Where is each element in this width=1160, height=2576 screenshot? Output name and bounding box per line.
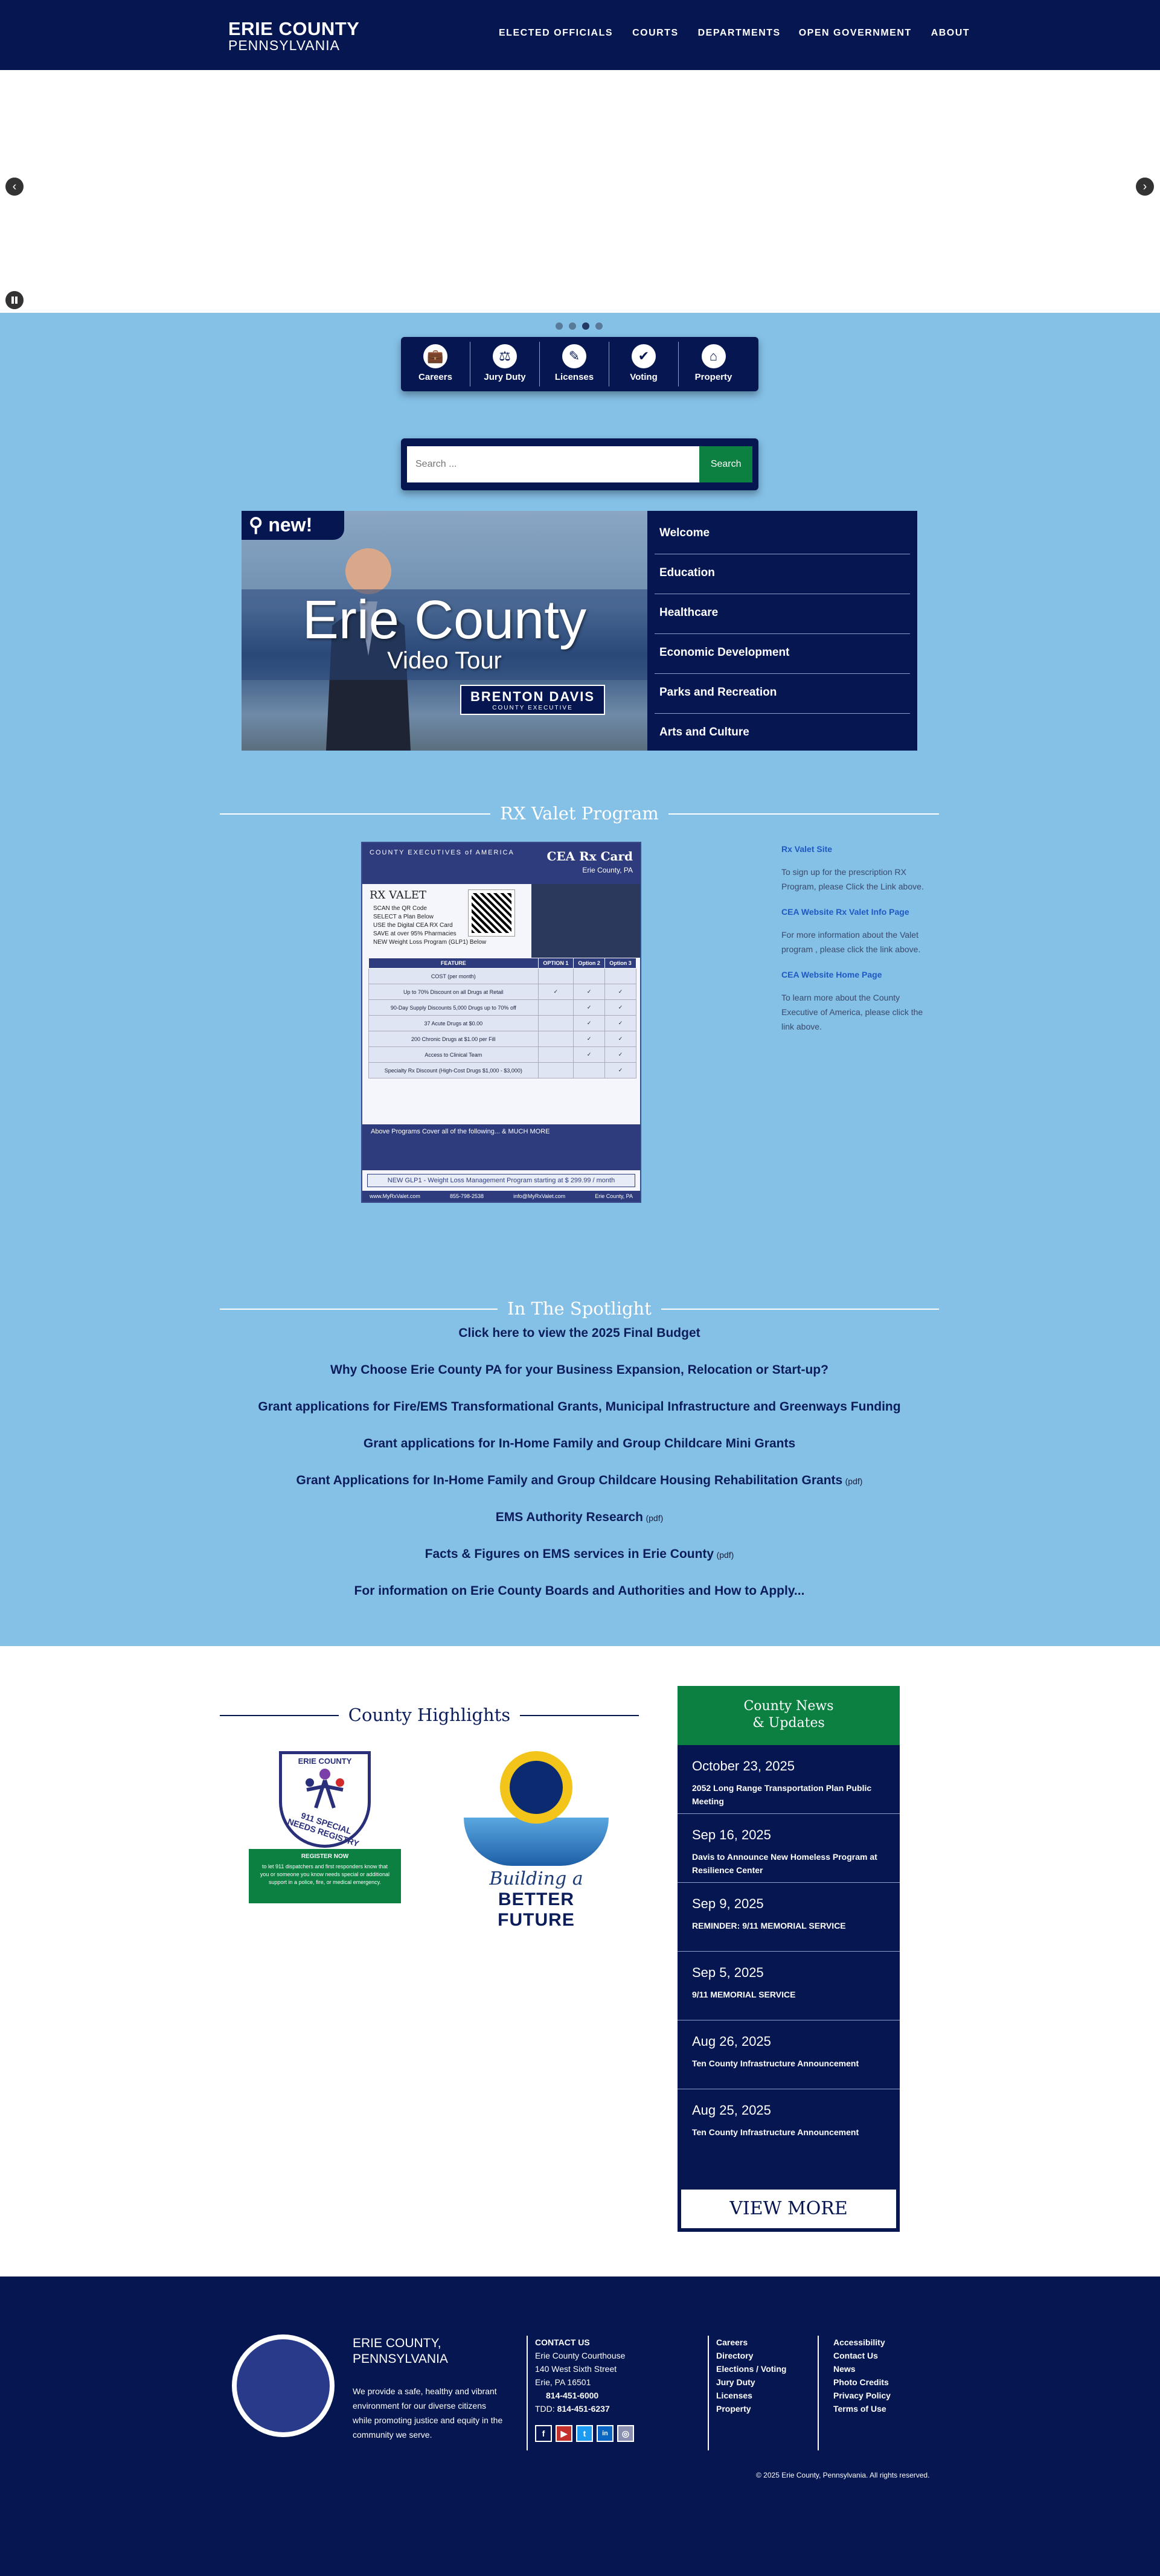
spotlight-link-childcare-mini-grants[interactable]: Grant applications for In-Home Family and Group Childcare Mini Grants bbox=[363, 1437, 796, 1450]
news-title: 9/11 MEMORIAL SERVICE bbox=[692, 1990, 796, 1999]
rx-bullet: USE the Digital CEA RX Card bbox=[373, 922, 453, 929]
prev-slide-icon[interactable]: ‹ bbox=[5, 178, 24, 196]
better-future-banner[interactable] bbox=[458, 1751, 615, 1930]
better-future-line1: Building a bbox=[489, 1868, 583, 1889]
rx-row-label: Specialty Rx Discount (High-Cost Drugs $1,000 - $3,000) bbox=[369, 1063, 539, 1078]
view-more-button[interactable]: VIEW MORE bbox=[680, 2188, 897, 2229]
news-date: October 23, 2025 bbox=[692, 1758, 795, 1773]
nav-departments[interactable]: DEPARTMENTS bbox=[697, 28, 781, 38]
rx-phone: 855-798-2538 bbox=[449, 1193, 484, 1199]
registry-county: ERIE COUNTY bbox=[298, 1757, 352, 1766]
news-item[interactable] bbox=[678, 1745, 900, 1814]
spotlight-heading-text: In The Spotlight bbox=[498, 1298, 661, 1319]
quick-link-property[interactable] bbox=[679, 342, 748, 386]
search-box bbox=[401, 438, 758, 490]
nav-open-government[interactable]: OPEN GOVERNMENT bbox=[798, 28, 912, 38]
logo-line2: PENNSYLVANIA bbox=[228, 37, 340, 53]
rx-org: COUNTY EXECUTIVES of AMERICA bbox=[370, 849, 514, 856]
news-title: REMINDER: 9/11 MEMORIAL SERVICE bbox=[692, 1921, 846, 1930]
rx-link-desc: To learn more about the County Executive of America, please click the link above. bbox=[781, 993, 923, 1031]
rx-comparison-table: FEATURE OPTION 1 Option 2 Option 3 COST (per month) Up to 70% Discount on all Drugs at Retail ✓ ✓ ✓ 90-Day Supply Discounts 5,000 Drugs up to 70% off ✓ ✓ 37 Acute Drugs at $0.00 ✓ ✓ 200 Chronic Drugs at $1.00 per Fill ✓ ✓ Access to Clinical Team ✓ ✓ Specialty Rx Discount (High-Cost Drugs $1,000 - $3,000) ✓ bbox=[368, 958, 636, 1078]
contact-line: 140 West Sixth Street bbox=[535, 2364, 617, 2374]
rx-col-header: Option 2 bbox=[574, 958, 605, 969]
spotlight-link-ems-facts[interactable]: Facts & Figures on EMS services in Erie County bbox=[425, 1547, 714, 1561]
contact-line: Erie County Courthouse bbox=[535, 2351, 626, 2360]
rx-row-label: 37 Acute Drugs at $0.00 bbox=[369, 1016, 539, 1031]
pdf-label: (pdf) bbox=[845, 1476, 863, 1486]
rx-bullet: NEW Weight Loss Program (GLP1) Below bbox=[373, 939, 487, 946]
footer-description: We provide a safe, healthy and vibrant environment for our diverse citizens while promoting justice and equity in the community we serve. bbox=[353, 2386, 503, 2440]
rx-valet-site-link[interactable]: Rx Valet Site bbox=[781, 844, 833, 854]
rx-row-label: 200 Chronic Drugs at $1.00 per Fill bbox=[369, 1031, 539, 1047]
spotlight-item bbox=[220, 1510, 939, 1525]
rx-cover-text: Above Programs Cover all of the following... & MUCH MORE bbox=[362, 1124, 640, 1170]
footer-county-name bbox=[353, 2336, 448, 2367]
home-icon: ⌂ bbox=[702, 344, 726, 368]
nav-elected-officials[interactable]: ELECTED OFFICIALS bbox=[499, 28, 614, 38]
copyright: © 2025 Erie County, Pennsylvania. All rights reserved. bbox=[756, 2471, 930, 2479]
news-title: Davis to Announce New Homeless Program at Resilience Center bbox=[692, 1852, 877, 1875]
social-links bbox=[535, 2425, 634, 2442]
menu-item-economic-development[interactable]: Economic Development bbox=[655, 634, 910, 674]
executive-flag-photo bbox=[531, 884, 640, 958]
spotlight-link-business[interactable]: Why Choose Erie County PA for your Business Expansion, Relocation or Start-up? bbox=[330, 1363, 828, 1377]
contact-line: Erie, PA 16501 bbox=[535, 2377, 591, 2387]
rx-website: www.MyRxValet.com bbox=[370, 1193, 420, 1199]
rx-card-location: Erie County, PA bbox=[582, 866, 633, 874]
spotlight-link-childcare-housing[interactable]: Grant Applications for In-Home Family and Group Childcare Housing Rehabilitation Grants bbox=[296, 1473, 843, 1487]
registry-text: to let 911 dispatchers and first responders know that you or someone you know needs special or additional support in a police, fire, or medical emergency. bbox=[260, 1863, 390, 1885]
rx-card-title: CEA Rx Card bbox=[546, 849, 633, 863]
footer-link-news[interactable]: News bbox=[833, 2364, 856, 2374]
footer-link-careers[interactable]: Careers bbox=[716, 2337, 748, 2347]
footer-link-contact-us[interactable]: Contact Us bbox=[833, 2351, 878, 2360]
footer-link-elections[interactable]: Elections / Voting bbox=[716, 2364, 787, 2374]
spotlight-link-ems-research[interactable]: EMS Authority Research bbox=[495, 1510, 644, 1524]
nameplate bbox=[460, 685, 605, 715]
contact-heading: CONTACT US bbox=[535, 2337, 590, 2347]
slider-dots bbox=[556, 322, 603, 330]
tdd-number[interactable]: 814-451-6237 bbox=[557, 2404, 610, 2414]
spotlight-link-boards[interactable]: For information on Erie County Boards and Authorities and How to Apply... bbox=[354, 1584, 805, 1598]
highlights-heading bbox=[220, 1705, 639, 1725]
quick-link-label: Careers bbox=[418, 372, 452, 382]
menu-item-parks-recreation[interactable]: Parks and Recreation bbox=[655, 674, 910, 714]
footer-links-main bbox=[708, 2336, 786, 2450]
site-footer bbox=[0, 2276, 1160, 2576]
nav-about[interactable]: ABOUT bbox=[931, 28, 970, 38]
new-badge-label: new! bbox=[268, 514, 313, 536]
instagram-icon[interactable]: ◎ bbox=[617, 2425, 634, 2442]
news-item[interactable] bbox=[678, 2089, 900, 2158]
quick-link-label: Licenses bbox=[554, 372, 594, 382]
rx-contact-bar bbox=[362, 1191, 640, 1202]
rx-glp-text: NEW GLP1 - Weight Loss Management Program starting at $ 299.99 / month bbox=[367, 1174, 635, 1187]
news-date: Aug 25, 2025 bbox=[692, 2103, 771, 2118]
news-date: Sep 5, 2025 bbox=[692, 1965, 764, 1980]
logo-line1: ERIE COUNTY bbox=[228, 18, 360, 39]
registry-shield-logo bbox=[279, 1751, 371, 1848]
pause-icon[interactable] bbox=[5, 291, 24, 309]
news-heading-line2: & Updates bbox=[752, 1716, 825, 1731]
search-input[interactable] bbox=[407, 446, 699, 482]
spotlight-item bbox=[220, 1437, 939, 1451]
footer-link-jury-duty[interactable]: Jury Duty bbox=[716, 2377, 755, 2387]
footer-county-seal-icon bbox=[232, 2334, 335, 2437]
rx-card-info bbox=[362, 884, 640, 958]
quick-link-label: Jury Duty bbox=[484, 372, 526, 382]
menu-item-education[interactable]: Education bbox=[655, 554, 910, 594]
slider-dot-active[interactable] bbox=[582, 322, 589, 330]
news-date: Sep 16, 2025 bbox=[692, 1827, 771, 1842]
rx-links bbox=[781, 844, 932, 1047]
rx-row-label: Access to Clinical Team bbox=[369, 1047, 539, 1063]
rx-card-flyer[interactable] bbox=[361, 842, 641, 1203]
check-ballot-icon: ✔ bbox=[632, 344, 656, 368]
better-future-line2: BETTER FUTURE bbox=[498, 1889, 575, 1930]
people-icon bbox=[298, 1766, 352, 1814]
spotlight-item bbox=[220, 1326, 939, 1341]
rx-bullet: SAVE at over 95% Pharmacies bbox=[373, 931, 457, 937]
contact-phone[interactable]: 814-451-6000 bbox=[546, 2391, 599, 2400]
news-heading bbox=[678, 1686, 900, 1745]
slider-dot[interactable] bbox=[595, 322, 603, 330]
certificate-icon: ✎ bbox=[562, 344, 586, 368]
cea-home-link[interactable]: CEA Website Home Page bbox=[781, 970, 882, 979]
news-item[interactable] bbox=[678, 1814, 900, 1883]
footer-link-directory[interactable]: Directory bbox=[716, 2351, 754, 2360]
main-nav bbox=[499, 28, 989, 39]
cea-rx-info-link[interactable]: CEA Website Rx Valet Info Page bbox=[781, 907, 909, 917]
nameplate-role: COUNTY EXECUTIVE bbox=[492, 705, 573, 711]
news-title: 2052 Long Range Transportation Plan Public Meeting bbox=[692, 1783, 872, 1806]
registry-register-now: REGISTER NOW bbox=[301, 1853, 349, 1860]
video-subtitle: Video Tour bbox=[387, 647, 502, 674]
spotlight-item bbox=[220, 1400, 939, 1414]
footer-contact bbox=[527, 2336, 634, 2450]
hero-slider bbox=[0, 70, 1160, 313]
quick-link-licenses[interactable] bbox=[540, 342, 609, 386]
spotlight-item bbox=[220, 1473, 939, 1488]
rx-col-header: Option 3 bbox=[605, 958, 636, 969]
county-news-panel bbox=[678, 1686, 900, 2232]
main-blue-section bbox=[0, 313, 1160, 1646]
registry-cta bbox=[249, 1849, 401, 1903]
quick-link-jury-duty[interactable] bbox=[470, 342, 540, 386]
twitter-icon[interactable]: t bbox=[576, 2425, 593, 2442]
county-seal-icon bbox=[500, 1751, 572, 1824]
menu-item-healthcare[interactable]: Healthcare bbox=[655, 594, 910, 634]
facebook-icon[interactable]: f bbox=[535, 2425, 552, 2442]
menu-item-arts-culture[interactable]: Arts and Culture bbox=[659, 726, 749, 739]
next-slide-icon[interactable]: › bbox=[1136, 178, 1154, 196]
quick-link-careers[interactable] bbox=[401, 342, 470, 386]
rx-col-header: OPTION 1 bbox=[538, 958, 574, 969]
rx-email: info@MyRxValet.com bbox=[513, 1193, 566, 1199]
rx-link-desc: To sign up for the prescription RX Program, please Click the Link above. bbox=[781, 867, 924, 891]
news-title: Ten County Infrastructure Announcement bbox=[692, 2059, 859, 2068]
footer-name-line2: PENNSYLVANIA bbox=[353, 2352, 448, 2366]
footer-link-terms[interactable]: Terms of Use bbox=[833, 2404, 886, 2414]
menu-item-welcome[interactable]: Welcome bbox=[655, 514, 910, 554]
spotlight-heading bbox=[220, 1298, 939, 1319]
news-title: Ten County Infrastructure Announcement bbox=[692, 2127, 859, 2137]
nameplate-name: BRENTON DAVIS bbox=[470, 689, 595, 704]
rx-section-heading bbox=[220, 803, 939, 824]
footer-link-property[interactable]: Property bbox=[716, 2404, 751, 2414]
site-logo[interactable] bbox=[228, 19, 359, 52]
rx-card-footer bbox=[362, 1124, 640, 1202]
rx-bullet: SCAN the QR Code bbox=[373, 905, 427, 912]
contact-tdd bbox=[535, 2402, 634, 2415]
slider-dot[interactable] bbox=[556, 322, 563, 330]
highlights-heading-text: County Highlights bbox=[339, 1705, 520, 1725]
news-date: Sep 9, 2025 bbox=[692, 1896, 764, 1911]
rx-card-header bbox=[362, 843, 640, 884]
rx-brand: RX VALET bbox=[370, 889, 426, 902]
rx-location: Erie County, PA bbox=[595, 1193, 633, 1199]
footer-link-privacy[interactable]: Privacy Policy bbox=[833, 2391, 891, 2400]
news-date: Aug 26, 2025 bbox=[692, 2034, 771, 2049]
news-item[interactable] bbox=[678, 1883, 900, 1952]
footer-link-accessibility[interactable]: Accessibility bbox=[833, 2337, 885, 2347]
footer-link-licenses[interactable]: Licenses bbox=[716, 2391, 752, 2400]
quick-link-voting[interactable] bbox=[609, 342, 679, 386]
news-item[interactable] bbox=[678, 2020, 900, 2089]
rx-row-label: 90-Day Supply Discounts 5,000 Drugs up to 70% off bbox=[369, 1000, 539, 1016]
tdd-label: TDD: bbox=[535, 2404, 555, 2414]
pdf-label: (pdf) bbox=[646, 1513, 664, 1523]
linkedin-icon[interactable]: in bbox=[597, 2425, 614, 2442]
video-tour-banner[interactable] bbox=[242, 511, 647, 751]
spotlight-item bbox=[220, 1547, 939, 1562]
news-item[interactable] bbox=[678, 1952, 900, 2020]
gavel-icon: ⚖ bbox=[493, 344, 517, 368]
side-menu bbox=[647, 511, 917, 751]
quick-link-label: Property bbox=[694, 372, 732, 382]
footer-name-line1: ERIE COUNTY, bbox=[353, 2336, 441, 2350]
rx-col-header: FEATURE bbox=[369, 958, 539, 969]
youtube-icon[interactable]: ▶ bbox=[556, 2425, 572, 2442]
quick-link-label: Voting bbox=[630, 372, 658, 382]
news-heading-line1: County News bbox=[743, 1699, 834, 1714]
site-header bbox=[0, 0, 1160, 70]
rx-row-label: Up to 70% Discount on all Drugs at Retail bbox=[369, 984, 539, 1000]
spotlight-item bbox=[220, 1584, 939, 1598]
spotlight-link-budget[interactable]: Click here to view the 2025 Final Budget bbox=[458, 1326, 700, 1340]
registry-name: 911 SPECIAL NEEDS REGISTRY bbox=[286, 1810, 360, 1849]
video-title: Erie County bbox=[302, 590, 587, 650]
spotlight-item bbox=[220, 1363, 939, 1377]
footer-links-legal bbox=[818, 2336, 891, 2450]
search-button[interactable]: Search bbox=[699, 446, 752, 482]
spotlight-link-fire-ems-grants[interactable]: Grant applications for Fire/EMS Transformational Grants, Municipal Infrastructure and Greenways Funding bbox=[258, 1400, 901, 1414]
slider-dot[interactable] bbox=[569, 322, 576, 330]
quick-links-bar bbox=[401, 337, 758, 391]
footer-link-photo-credits[interactable]: Photo Credits bbox=[833, 2377, 889, 2387]
rx-heading-text: RX Valet Program bbox=[490, 803, 668, 824]
hands-icon bbox=[464, 1818, 609, 1866]
qr-code bbox=[469, 890, 514, 936]
special-needs-registry-banner[interactable] bbox=[249, 1751, 401, 1903]
rx-bullet: SELECT a Plan Below bbox=[373, 914, 434, 920]
rx-link-desc: For more information about the Valet program , please click the link above. bbox=[781, 930, 921, 954]
location-pin-icon: ⚲ bbox=[249, 514, 269, 536]
nav-courts[interactable]: COURTS bbox=[632, 28, 679, 38]
pdf-label: (pdf) bbox=[716, 1550, 734, 1560]
briefcase-icon: 💼 bbox=[423, 344, 447, 368]
rx-row-label: COST (per month) bbox=[369, 969, 539, 984]
